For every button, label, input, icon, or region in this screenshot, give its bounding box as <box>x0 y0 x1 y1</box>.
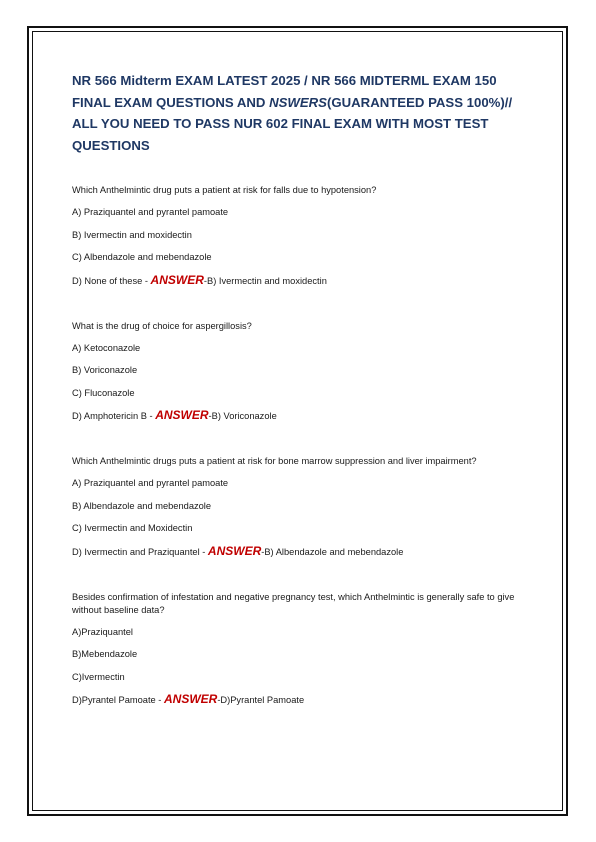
answer-text: -D)Pyrantel Pamoate <box>217 695 305 705</box>
option-b: B)Mebendazole <box>72 649 138 659</box>
question-text: What is the drug of choice for aspergillosis? <box>72 320 252 331</box>
question-text: Which Anthelmintic drug puts a patient at risk for falls due to hypotension? <box>72 185 377 195</box>
title-text-part2: (GUARANTEED PASS 100%)// ALL YOU NEED TO PASS NUR 602 FINAL EXAM WITH MOST TEST QUESTIONS <box>72 94 513 153</box>
option-a: A) Ketoconazole <box>72 342 141 353</box>
option-d: D) None of these - <box>72 275 151 286</box>
question-block-1 <box>72 184 532 288</box>
answer-label: ANSWER <box>163 692 218 706</box>
title-text-part1: NR 566 Midterm EXAM LATEST 2025 / NR 566 MIDTERML EXAM 150 FINAL EXAM QUESTIONS AND <box>72 73 497 110</box>
answer-text: -B) Voriconazole <box>208 411 277 421</box>
option-d: D) Amphotericin B - <box>72 411 156 421</box>
question-text: Besides confirmation of infestation and negative pregnancy test, which Anthelmintic is generally safe to give without baseline data? <box>72 591 515 615</box>
question-block-3 <box>72 455 532 559</box>
option-c: C) Albendazole and mebendazole <box>72 252 212 262</box>
option-c: C) Ivermectin and Moxidectin <box>72 523 193 533</box>
option-d-with-answer <box>72 693 532 707</box>
question-block-2 <box>72 320 532 424</box>
option-d-with-answer <box>72 545 532 559</box>
option-b: B) Albendazole and mebendazole <box>72 500 212 511</box>
option-d: D)Pyrantel Pamoate - <box>72 695 164 705</box>
answer-label: ANSWER <box>207 543 262 558</box>
answer-text: -B) Albendazole and mebendazole <box>261 546 404 557</box>
option-b: B) Ivermectin and moxidectin <box>72 229 192 240</box>
option-a: A)Praziquantel <box>72 626 133 637</box>
question-text: Which Anthelmintic drugs puts a patient at risk for bone marrow suppression and liver impairment? <box>72 456 477 466</box>
option-d-with-answer <box>72 274 532 288</box>
answer-label: ANSWER <box>155 408 209 422</box>
title-text-italic: NSWERS <box>269 94 327 110</box>
option-d-with-answer <box>72 409 532 423</box>
option-a: A) Praziquantel and pyrantel pamoate <box>72 207 229 217</box>
document-content <box>72 70 532 739</box>
option-b: B) Voriconazole <box>72 365 138 375</box>
option-c: C) Fluconazole <box>72 387 135 398</box>
question-block-4 <box>72 591 532 708</box>
answer-text: -B) Ivermectin and moxidectin <box>203 275 327 286</box>
option-c: C)Ivermectin <box>72 671 125 682</box>
answer-label: ANSWER <box>150 272 204 287</box>
option-a: A) Praziquantel and pyrantel pamoate <box>72 478 229 488</box>
document-title <box>72 70 532 156</box>
option-d: D) Ivermectin and Praziquantel - <box>72 546 208 557</box>
